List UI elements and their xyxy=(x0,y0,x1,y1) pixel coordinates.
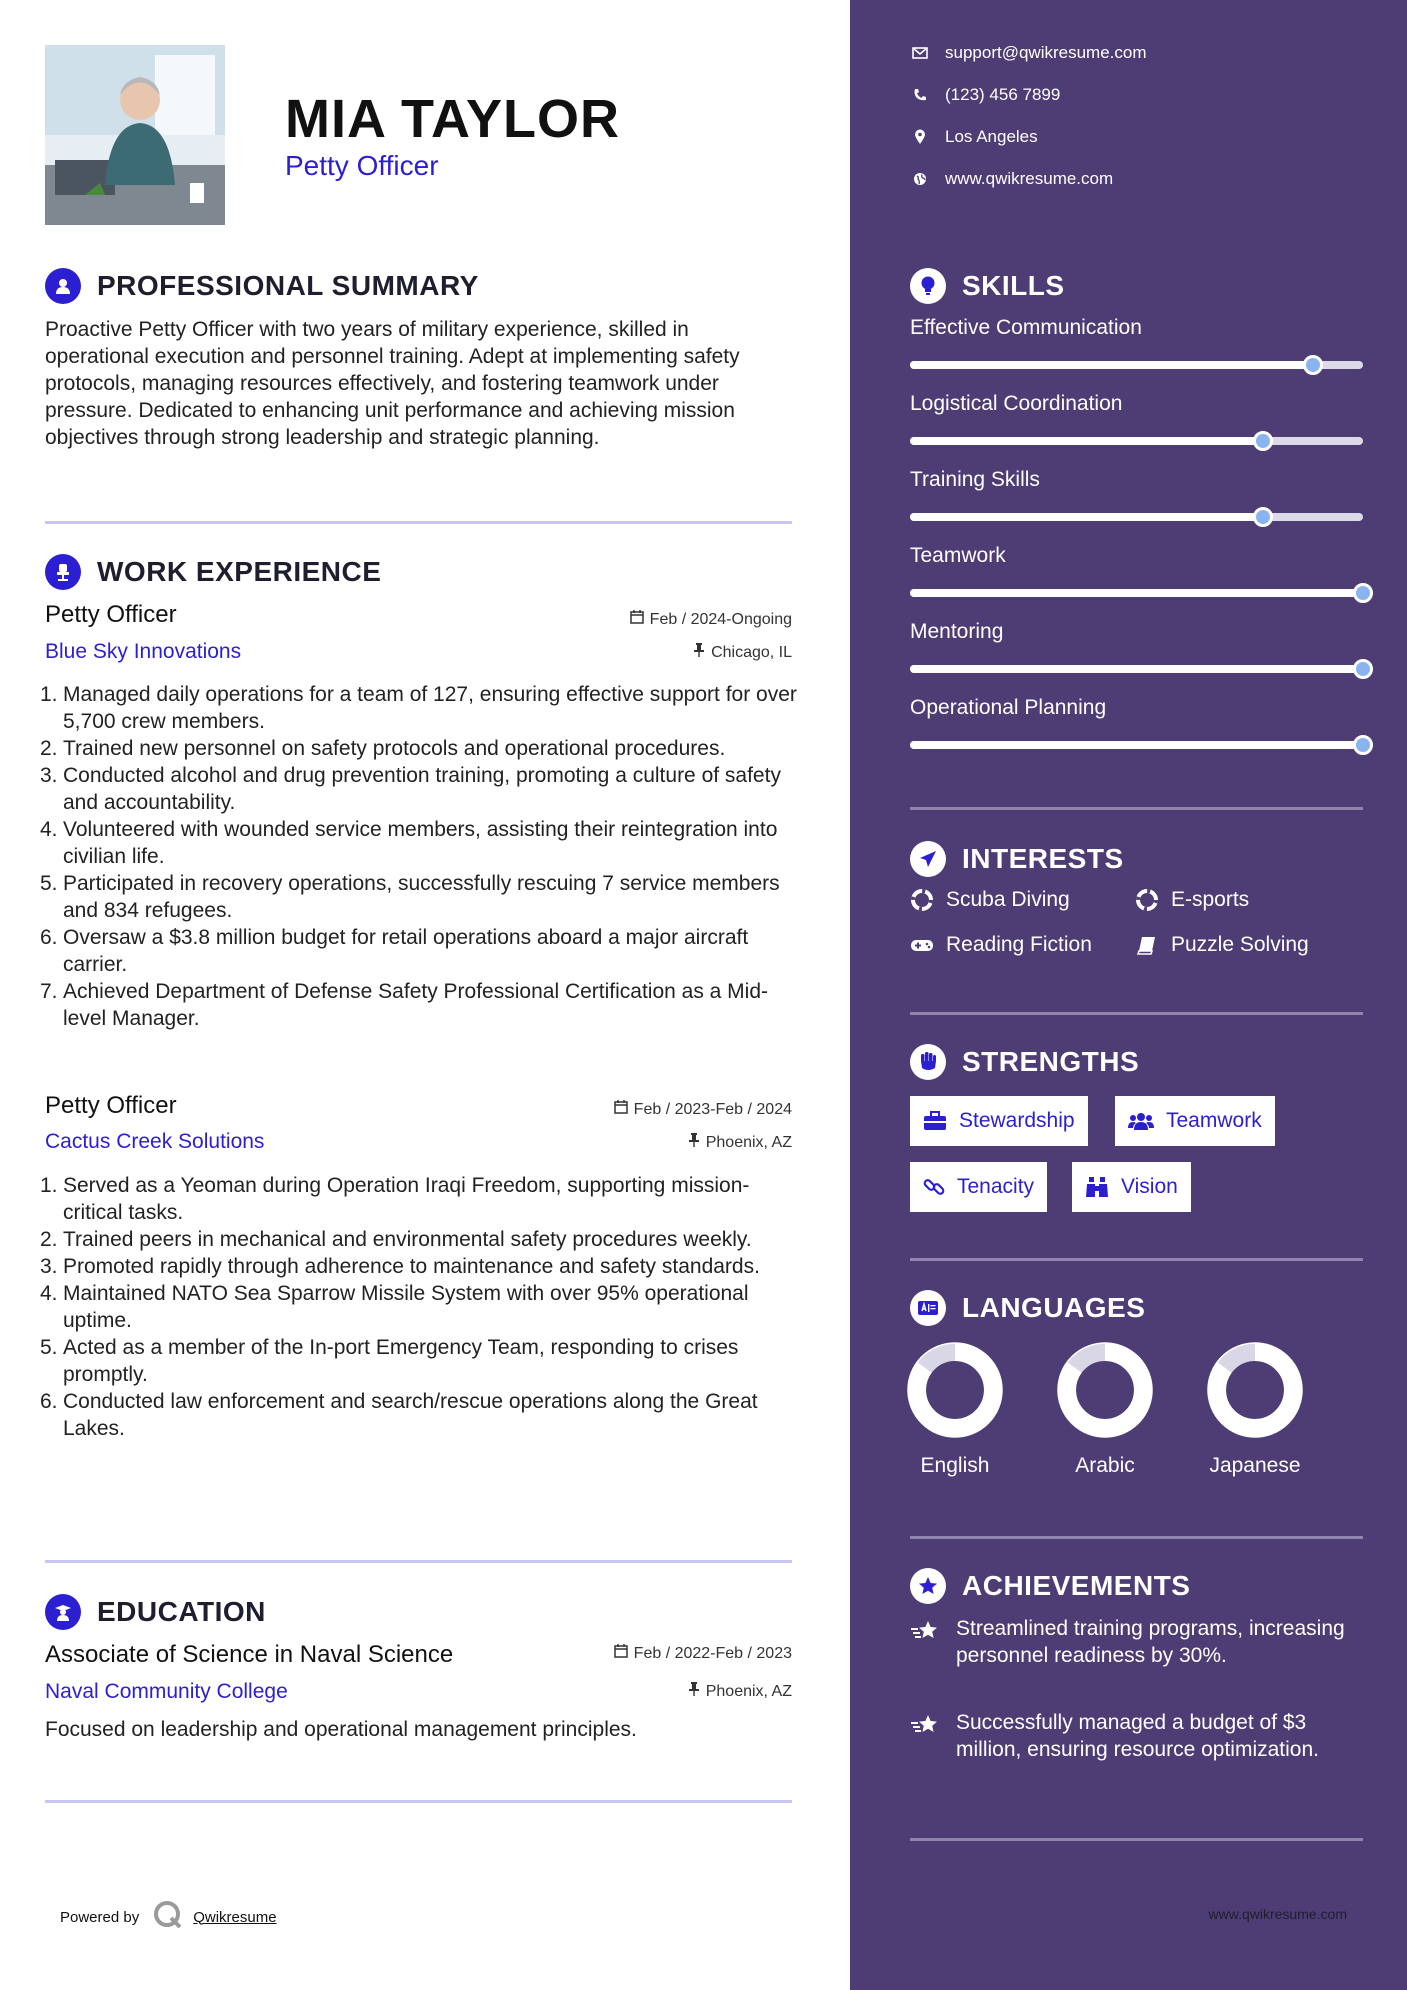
envelope-icon xyxy=(910,47,930,59)
skill-bar xyxy=(910,361,1363,369)
graduate-icon xyxy=(45,1594,81,1630)
map-pin-icon xyxy=(910,129,930,145)
strength-badge: Teamwork xyxy=(1115,1096,1275,1146)
skills-title: SKILLS xyxy=(962,270,1065,301)
lifebuoy-icon xyxy=(1135,889,1159,911)
school: Naval Community College xyxy=(45,1680,288,1703)
strengths-title: STRENGTHS xyxy=(962,1046,1140,1077)
list-item: 3. Promoted rapidly through adherence to maintenance and safety standards. xyxy=(40,1255,760,1278)
list-item: 4. Volunteered with wounded service members, assisting their reintegration into civilian life. xyxy=(40,818,778,868)
skill-bar-knob xyxy=(1353,659,1373,679)
users-icon xyxy=(1128,1111,1154,1131)
summary-title: PROFESSIONAL SUMMARY xyxy=(97,270,479,301)
skill-label: Logistical Coordination xyxy=(910,392,1123,415)
divider xyxy=(910,1838,1363,1841)
divider xyxy=(910,807,1363,810)
contact-phone[interactable] xyxy=(910,85,1060,105)
interests-title: INTERESTS xyxy=(962,843,1124,874)
calendar-icon xyxy=(614,1100,628,1119)
pin-icon xyxy=(688,1133,700,1152)
skill-bar-knob xyxy=(1353,735,1373,755)
user-icon xyxy=(45,268,81,304)
job-date-text: Feb / 2023-Feb / 2024 xyxy=(633,1100,792,1118)
paper-plane-icon xyxy=(910,841,946,877)
job-location-text: Phoenix, AZ xyxy=(705,1133,792,1151)
star-icon xyxy=(910,1709,940,1763)
education-location xyxy=(688,1682,792,1701)
profile-photo xyxy=(45,45,225,225)
summary-heading xyxy=(45,268,479,304)
sidebar xyxy=(850,0,1407,1990)
fist-icon xyxy=(910,1044,946,1080)
job-date xyxy=(630,610,792,629)
pin-icon xyxy=(693,643,705,662)
languages-heading xyxy=(910,1290,1145,1326)
achievement-item: Successfully managed a budget of $3 million, ensuring resource optimization. xyxy=(910,1709,1370,1763)
skill-bar-fill xyxy=(910,361,1313,369)
phone-icon xyxy=(910,88,930,102)
skill-bar-fill xyxy=(910,437,1263,445)
divider xyxy=(45,1800,792,1803)
list-item: 1. Served as a Yeoman during Operation Iraqi Freedom, supporting mission-critical tasks. xyxy=(40,1174,750,1224)
contact-location xyxy=(910,127,1038,147)
skill-bar xyxy=(910,665,1363,673)
language-label: Japanese xyxy=(1209,1454,1301,1477)
link-icon xyxy=(923,1176,945,1198)
contact-phone-text: (123) 456 7899 xyxy=(945,85,1061,104)
strength-badge: Stewardship xyxy=(910,1096,1088,1146)
job-date-text: Feb / 2024-Ongoing xyxy=(649,610,792,628)
job-bullets xyxy=(40,1172,800,1442)
chair-icon xyxy=(45,554,81,590)
skill-bar-knob xyxy=(1353,583,1373,603)
job-title: Petty Officer xyxy=(45,1092,177,1119)
achievements-heading xyxy=(910,1568,1190,1604)
contact-location-text: Los Angeles xyxy=(945,127,1038,146)
language-icon xyxy=(910,1290,946,1326)
language-ring xyxy=(1207,1342,1303,1438)
job-date xyxy=(614,1100,792,1119)
star-badge-icon xyxy=(910,1568,946,1604)
interest-item: E-sports xyxy=(1135,888,1249,912)
education-location-text: Phoenix, AZ xyxy=(705,1682,792,1700)
list-item: 6. Oversaw a $3.8 million budget for retail operations aboard a major aircraft carrier. xyxy=(40,926,749,976)
book-icon xyxy=(1135,935,1159,955)
job-company: Cactus Creek Solutions xyxy=(45,1130,265,1153)
skill-bar-fill xyxy=(910,665,1363,673)
skill-label: Mentoring xyxy=(910,620,1004,643)
skill-bar-fill xyxy=(910,741,1363,749)
contact-email-text: support@qwikresume.com xyxy=(945,43,1147,62)
experience-title: WORK EXPERIENCE xyxy=(97,556,382,587)
job-title: Petty Officer xyxy=(45,601,177,628)
strengths-heading xyxy=(910,1044,1139,1080)
list-item: 5. Participated in recovery operations, successfully rescuing 7 service members and 834 refugees. xyxy=(40,872,780,922)
skill-label: Operational Planning xyxy=(910,696,1107,719)
powered-by xyxy=(60,1900,277,1934)
summary-text: Proactive Petty Officer with two years of military experience, skilled in operational execution and personnel training. Adept at implementing safety protocols, managing resources effectively, and fostering teamwork under pressure. Dedicated to enhancing unit performance and achieving mission objectives through strong leadership and strategic planning. xyxy=(45,318,740,449)
interest-item: Puzzle Solving xyxy=(1135,933,1309,957)
list-item: 1. Managed daily operations for a team of 127, ensuring effective support for over 5,700 crew members. xyxy=(40,683,797,733)
skill-bar xyxy=(910,741,1363,749)
skill-label: Effective Communication xyxy=(910,316,1142,339)
list-item: 2. Trained new personnel on safety protocols and operational procedures. xyxy=(40,737,726,760)
skill-bar-fill xyxy=(910,513,1263,521)
lifebuoy-icon xyxy=(910,889,934,911)
language-ring xyxy=(907,1342,1003,1438)
contact-website[interactable] xyxy=(910,169,1113,189)
skill-bar-fill xyxy=(910,589,1363,597)
list-item: 3. Conducted alcohol and drug prevention training, promoting a culture of safety and accountability. xyxy=(40,764,781,814)
list-item: 2. Trained peers in mechanical and environmental safety procedures weekly. xyxy=(40,1228,752,1251)
contact-website-text: www.qwikresume.com xyxy=(945,169,1114,188)
language-item xyxy=(1200,1342,1310,1478)
language-item xyxy=(1050,1342,1160,1478)
education-heading xyxy=(45,1594,266,1630)
candidate-name: MIA TAYLOR xyxy=(285,89,621,149)
job-location xyxy=(693,643,792,662)
education-description: Focused on leadership and operational management principles. xyxy=(45,1718,637,1741)
skill-bar xyxy=(910,589,1363,597)
qwikresume-link[interactable]: Qwikresume xyxy=(193,1908,277,1926)
education-date-text: Feb / 2022-Feb / 2023 xyxy=(633,1644,792,1662)
achievement-item: Streamlined training programs, increasing personnel readiness by 30%. xyxy=(910,1615,1370,1669)
briefcase-icon xyxy=(923,1111,947,1131)
pin-icon xyxy=(688,1682,700,1701)
list-item: 5. Acted as a member of the In-port Emergency Team, responding to crises promptly. xyxy=(40,1336,739,1386)
divider xyxy=(910,1536,1363,1539)
job-company: Blue Sky Innovations xyxy=(45,640,242,663)
qwikresume-logo-icon xyxy=(153,1900,183,1934)
interests-heading xyxy=(910,841,1124,877)
skill-bar xyxy=(910,513,1363,521)
achievements-title: ACHIEVEMENTS xyxy=(962,1570,1191,1601)
footer-url[interactable]: www.qwikresume.com xyxy=(1208,1906,1347,1922)
lightbulb-icon xyxy=(910,268,946,304)
job-bullets xyxy=(40,681,800,1032)
gamepad-icon xyxy=(910,937,934,953)
skill-bar-knob xyxy=(1253,431,1273,451)
divider xyxy=(45,521,792,524)
powered-by-label: Powered by xyxy=(60,1908,140,1926)
strength-badge: Vision xyxy=(1072,1162,1191,1212)
list-item: 4. Maintained NATO Sea Sparrow Missile System with over 95% operational uptime. xyxy=(40,1282,749,1332)
language-ring xyxy=(1057,1342,1153,1438)
skill-label: Training Skills xyxy=(910,468,1040,491)
list-item: 7. Achieved Department of Defense Safety Professional Certification as a Mid-level Manager. xyxy=(40,980,769,1030)
skills-heading xyxy=(910,268,1065,304)
contact-email[interactable] xyxy=(910,43,1147,63)
calendar-icon xyxy=(630,610,644,629)
list-item: 6. Conducted law enforcement and search/rescue operations along the Great Lakes. xyxy=(40,1390,758,1440)
interest-item: Scuba Diving xyxy=(910,888,1070,912)
education-title: EDUCATION xyxy=(97,1596,266,1627)
language-label: Arabic xyxy=(1075,1454,1135,1477)
globe-icon xyxy=(910,172,930,186)
binoculars-icon xyxy=(1085,1176,1109,1198)
candidate-role: Petty Officer xyxy=(285,150,439,181)
job-location-text: Chicago, IL xyxy=(711,643,792,661)
interest-item: Reading Fiction xyxy=(910,933,1092,957)
job-location xyxy=(688,1133,792,1152)
skill-bar-knob xyxy=(1303,355,1323,375)
divider xyxy=(910,1012,1363,1015)
degree: Associate of Science in Naval Science xyxy=(45,1641,454,1668)
divider xyxy=(45,1560,792,1563)
divider xyxy=(910,1258,1363,1261)
skill-bar-knob xyxy=(1253,507,1273,527)
education-date xyxy=(614,1644,792,1663)
strength-badge: Tenacity xyxy=(910,1162,1047,1212)
language-item xyxy=(900,1342,1010,1478)
star-icon xyxy=(910,1615,940,1669)
skill-label: Teamwork xyxy=(910,544,1006,567)
language-label: English xyxy=(920,1454,990,1477)
calendar-icon xyxy=(614,1644,628,1663)
skill-bar xyxy=(910,437,1363,445)
experience-heading xyxy=(45,554,381,590)
languages-title: LANGUAGES xyxy=(962,1292,1146,1323)
